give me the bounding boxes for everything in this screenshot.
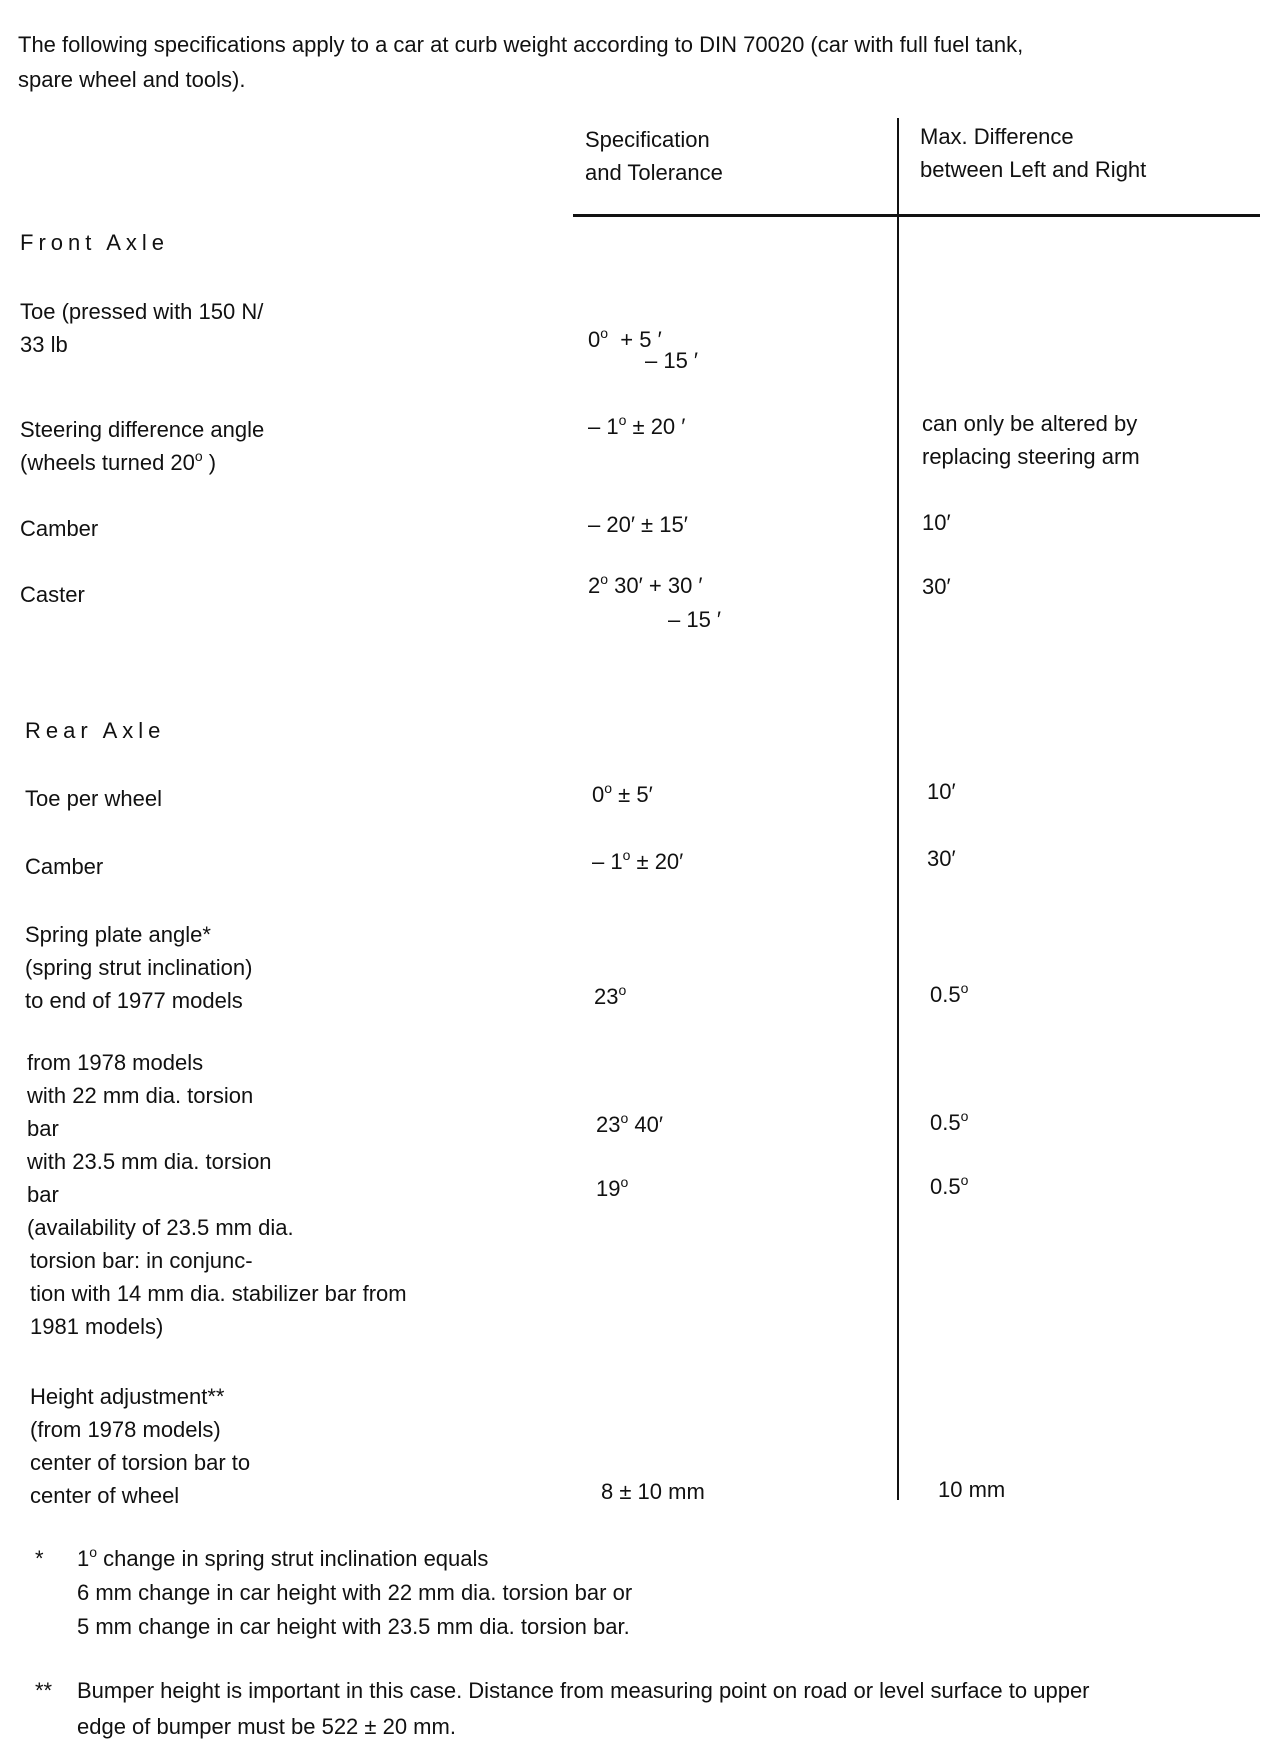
front-camber-diff: 10′ bbox=[922, 510, 951, 535]
front-sda-diff-2: replacing steering arm bbox=[922, 444, 1140, 469]
rear-ha-diff: 10 mm bbox=[938, 1477, 1006, 1502]
front-toe-label-2: 33 lb bbox=[20, 332, 68, 357]
rear-f78-label-2: with 22 mm dia. torsion bbox=[27, 1083, 254, 1108]
front-caster-label: Caster bbox=[20, 582, 85, 607]
rear-f78-label-6: (availability of 23.5 mm dia. bbox=[27, 1215, 294, 1240]
rear-ha-label-1: Height adjustment** bbox=[30, 1384, 225, 1409]
rear-spa-label-2: (spring strut inclination) bbox=[25, 955, 253, 980]
header-spec-line-1: Specification bbox=[585, 127, 710, 152]
rear-f78-label-9: 1981 models) bbox=[30, 1314, 164, 1339]
rear-f78-diff-23-5mm: 0.5$^o$ bbox=[930, 1172, 969, 1199]
rear-ha-spec: 8 ± 10 mm bbox=[601, 1479, 705, 1504]
rear-ha-label-2: (from 1978 models) bbox=[30, 1417, 221, 1442]
rear-f78-spec-22mm: 23$^o$ 40′ bbox=[596, 1110, 663, 1137]
front-camber-label: Camber bbox=[20, 516, 99, 541]
rear-toe-label: Toe per wheel bbox=[25, 786, 162, 811]
footnote-1-line-3: 5 mm change in car height with 23.5 mm dia. torsion bar. bbox=[77, 1614, 630, 1639]
rear-ha-label-4: center of wheel bbox=[30, 1483, 180, 1508]
header-underline bbox=[573, 214, 1260, 217]
header-spec-line-2: and Tolerance bbox=[585, 160, 723, 185]
header-diff-line-2: between Left and Right bbox=[920, 157, 1147, 182]
footnote-2-line-2: edge of bumper must be 522 ± 20 mm. bbox=[77, 1714, 456, 1739]
rear-f78-label-4: with 23.5 mm dia. torsion bbox=[27, 1149, 272, 1174]
footnote-2-line-1: Bumper height is important in this case. Distance from measuring point on road or level surface to upper bbox=[77, 1678, 1090, 1703]
front-caster-spec: 2$^o$ 30′ + 30 ′ bbox=[588, 571, 703, 598]
footnote-1-line-2: 6 mm change in car height with 22 mm dia. torsion bar or bbox=[77, 1580, 633, 1605]
section-title-front-axle: Front Axle bbox=[20, 230, 170, 255]
front-toe-spec: 0$^o$ + 5 ′ bbox=[588, 325, 662, 352]
footnote-1-line-1: 1$^o$ change in spring strut inclination equals bbox=[77, 1544, 489, 1571]
front-sda-diff-1: can only be altered by bbox=[922, 411, 1138, 436]
rear-f78-diff-22mm: 0.5$^o$ bbox=[930, 1108, 969, 1135]
rear-camber-label: Camber bbox=[25, 854, 104, 879]
rear-camber-diff: 30′ bbox=[927, 846, 956, 871]
section-title-rear-axle: Rear Axle bbox=[25, 718, 166, 743]
header-diff-line-1: Max. Difference bbox=[920, 124, 1074, 149]
column-divider bbox=[897, 118, 899, 1500]
rear-f78-spec-23-5mm: 19$^o$ bbox=[596, 1174, 629, 1201]
front-sda-label-2: (wheels turned 20$^o$ ) bbox=[20, 448, 217, 475]
front-toe-spec-minus: – 15 ′ bbox=[645, 348, 699, 373]
rear-spa-label-1: Spring plate angle* bbox=[25, 922, 211, 947]
footnote-2-marker: ** bbox=[35, 1678, 53, 1703]
front-camber-spec: – 20′ ± 15′ bbox=[588, 512, 688, 537]
front-toe-label-1: Toe (pressed with 150 N/ bbox=[20, 299, 264, 324]
front-caster-spec-minus: – 15 ′ bbox=[668, 607, 722, 632]
front-sda-spec: – $1^o \pm 20$ ′ bbox=[588, 412, 686, 439]
intro-line-1: The following specifications apply to a car at curb weight according to DIN 70020 (car with full fuel tank, bbox=[18, 32, 1024, 57]
front-caster-diff: 30′ bbox=[922, 574, 951, 599]
rear-spa-diff: 0.5$^o$ bbox=[930, 980, 969, 1007]
rear-camber-spec: – $1^o \pm 20'$ bbox=[592, 847, 684, 874]
rear-f78-label-8: tion with 14 mm dia. stabilizer bar from bbox=[30, 1281, 407, 1306]
front-sda-label-1: Steering difference angle bbox=[20, 417, 265, 442]
rear-f78-label-5: bar bbox=[27, 1182, 59, 1207]
rear-toe-diff: 10′ bbox=[927, 779, 956, 804]
footnote-1-marker: * bbox=[35, 1546, 44, 1571]
rear-spa-label-3: to end of 1977 models bbox=[25, 988, 243, 1013]
rear-f78-label-3: bar bbox=[27, 1116, 59, 1141]
intro-line-2: spare wheel and tools). bbox=[18, 67, 246, 92]
rear-f78-label-1: from 1978 models bbox=[27, 1050, 204, 1075]
rear-spa-spec: 23$^o$ bbox=[594, 982, 627, 1009]
rear-ha-label-3: center of torsion bar to bbox=[30, 1450, 251, 1475]
rear-toe-spec: $0^o \pm 5'$ bbox=[592, 780, 653, 807]
rear-f78-label-7: torsion bar: in conjunc- bbox=[30, 1248, 253, 1273]
